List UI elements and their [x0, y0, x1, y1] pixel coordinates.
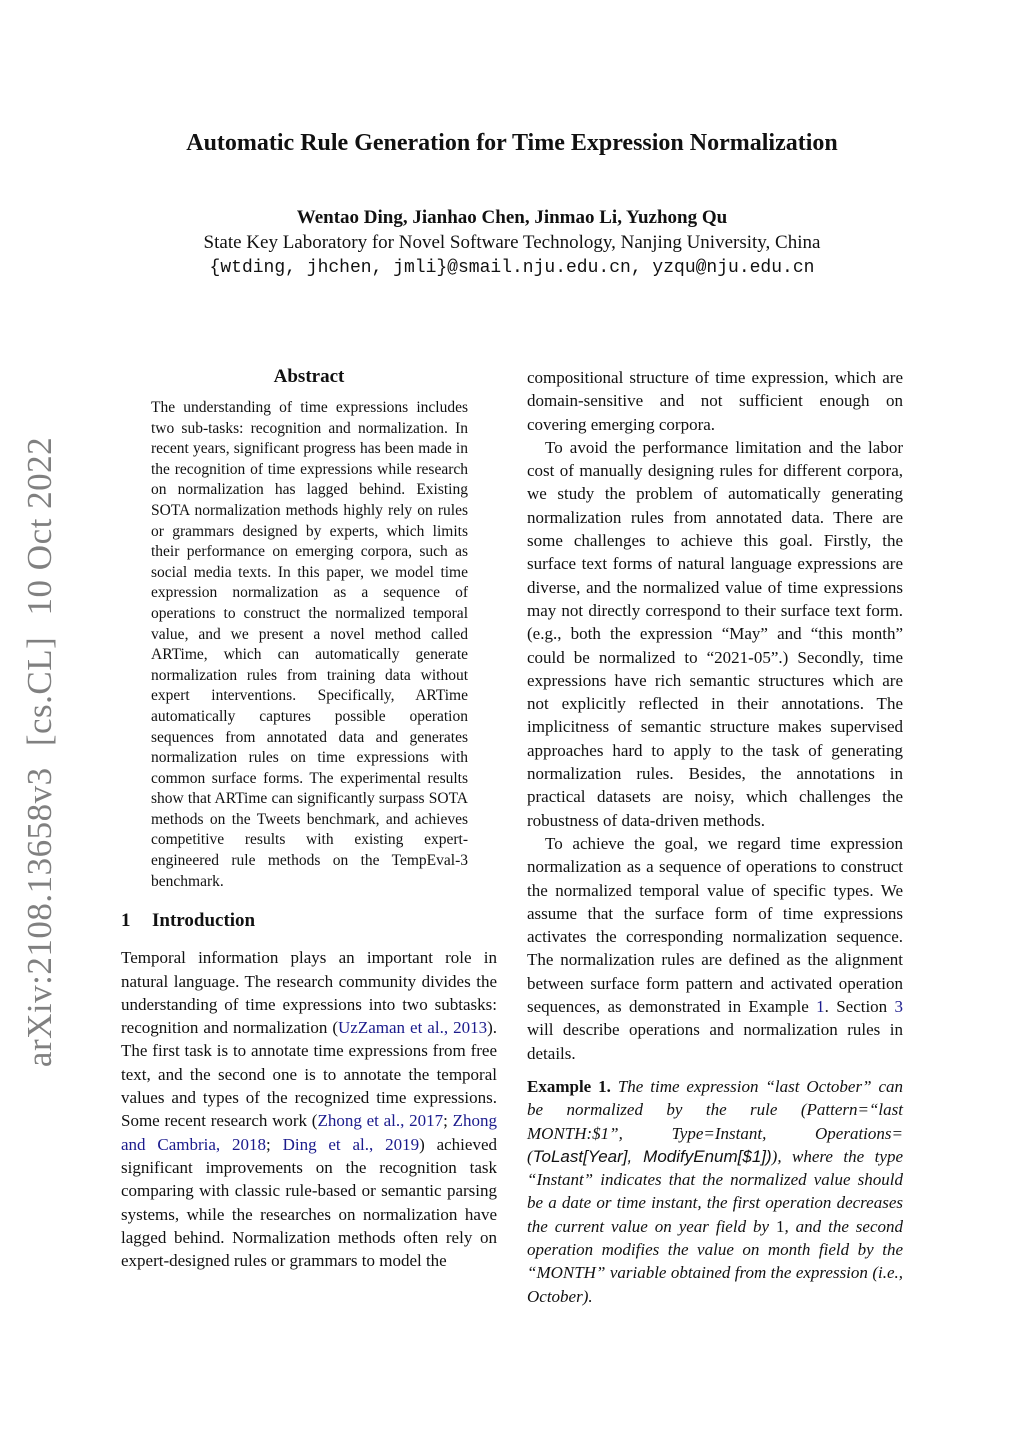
text-run: , and the second operation modifies the value on month field by the “MONTH” variable obtained from the expression (i.e., October).	[527, 1216, 903, 1306]
operation-sequence: ToLast[Year], ModifyEnum[$1])	[532, 1146, 772, 1166]
text-run: To achieve the goal, we regard time expression normalization as a sequence of operations to construct the normalized temporal value of specific types. We assume that the surface form of time expressions activates the corresponding normalization sequence. The normalization rules are defined as the alignment between surface form pattern and activated operation sequences, as demonstrated in Example	[527, 833, 903, 1017]
paper-title: Automatic Rule Generation for Time Expression Normalization	[186, 130, 838, 156]
text-run: . Section	[824, 997, 895, 1017]
arxiv-sidebar-stamp	[20, 431, 60, 1073]
citation-link[interactable]: Ding et al., 2019	[282, 1134, 420, 1154]
section-reference-link[interactable]: 3	[894, 997, 903, 1017]
citation-link[interactable]: Zhong and Cambria, 2018	[121, 1111, 498, 1154]
text-run: ) achieved significant improvements on the recognition task comparing with classic rule-based or semantic parsing systems, while the researches on normalization have lagged behind. Normalization methods often rely on expert-designed rules or grammars to model the	[121, 1134, 497, 1271]
example-reference-link[interactable]: 1	[816, 997, 825, 1017]
citation-link[interactable]: Zhong et al., 2017	[317, 1111, 444, 1131]
section-number: 1	[121, 910, 131, 932]
arxiv-category: [cs.CL]	[20, 636, 59, 747]
text-run: will describe operations and normalization rules in details.	[527, 1020, 903, 1063]
abstract-text: The understanding of time expressions includes two sub-tasks: recognition and normalization. In recent years, significant progress has been made in the recognition of time expressions while research on normalization has lagged behind. Existing SOTA normalization methods highly rely on rules or grammars designed by experts, which limits their performance on emerging corpora, such as social media texts. In this paper, we model time expression normalization as a sequence of operations to construct the normalized temporal value, and we present a novel method called ARTime, which can automatically generate normalization rules from training data without expert interventions. Specifically, ARTime automatically captures possible operation sequences from annotated data and generates normalization rules on time expressions with common surface forms. The experimental results show that ARTime can significantly surpass SOTA methods on the Tweets benchmark, and achieves competitive results with existing expert-engineered rule methods on the TempEval-3 benchmark.	[151, 399, 468, 890]
arxiv-id: arXiv:2108.13658v3	[20, 767, 59, 1068]
arxiv-date: 10 Oct 2022	[20, 436, 59, 616]
intro-paragraph-1-continued: compositional structure of time expression, which are domain-sensitive and not sufficient enough on covering emerging corpora.	[527, 368, 903, 434]
section-heading-introduction	[121, 910, 497, 932]
left-column	[121, 366, 497, 1272]
author-emails: {wtding, jhchen, jmli}@smail.nju.edu.cn, yzqu@nju.edu.cn	[209, 258, 815, 278]
affiliation: State Key Laboratory for Novel Software Technology, Nanjing University, China	[203, 232, 821, 253]
text-run: ;	[266, 1134, 283, 1154]
author-list: Wentao Ding, Jianhao Chen, Jinmao Li, Yuzhong Qu	[296, 207, 728, 228]
text-run: ). The first task is to annotate time expressions from free text, and the second one is to annotate the temporal values and types of the recognized time expressions. Some recent research work (	[121, 1018, 497, 1131]
example-number: 1	[775, 1216, 785, 1236]
text-run: The time expression “last October” can be normalized by the rule (Pattern=“last MONTH:$1”, Type=Instant, Operations=(	[527, 1076, 903, 1166]
text-run: ;	[443, 1111, 453, 1131]
intro-paragraph-3	[527, 832, 903, 1065]
text-run: Temporal information plays an important role in natural language. The research community divides the understanding of time expressions into two subtasks: recognition and normalization (	[121, 948, 497, 1038]
text-run: ), where the type “Instant” indicates that the normalized value should be a date or time instant, the first operation decreases the current value on year field by	[527, 1146, 903, 1236]
intro-paragraph-2: To avoid the performance limitation and the labor cost of manually designing rules for different corpora, we study the problem of automatically generating normalization rules from annotated data. There are some challenges to achieve this goal. Firstly, the surface text forms of natural language expressions are diverse, and the normalized value of time expressions may not directly correspond to their surface text form. (e.g., both the expression “May” and “this month” could be normalized to “2021-05”.) Secondly, time expressions have rich semantic structures which are not explicitly reflected in their annotations. The implicitness of semantic structure makes supervised approaches hard to apply to the task of generating normalization rules. Besides, the annotations in practical datasets are noisy, which challenges the robustness of data-driven methods.	[527, 437, 903, 830]
intro-paragraph-1	[121, 946, 497, 1272]
right-column	[527, 366, 903, 1308]
citation-link[interactable]: UzZaman et al., 2013	[338, 1018, 488, 1038]
section-title: Introduction	[152, 910, 256, 932]
example-label: Example 1.	[527, 1076, 611, 1096]
abstract-heading: Abstract	[273, 366, 345, 387]
example-block	[527, 1075, 903, 1308]
